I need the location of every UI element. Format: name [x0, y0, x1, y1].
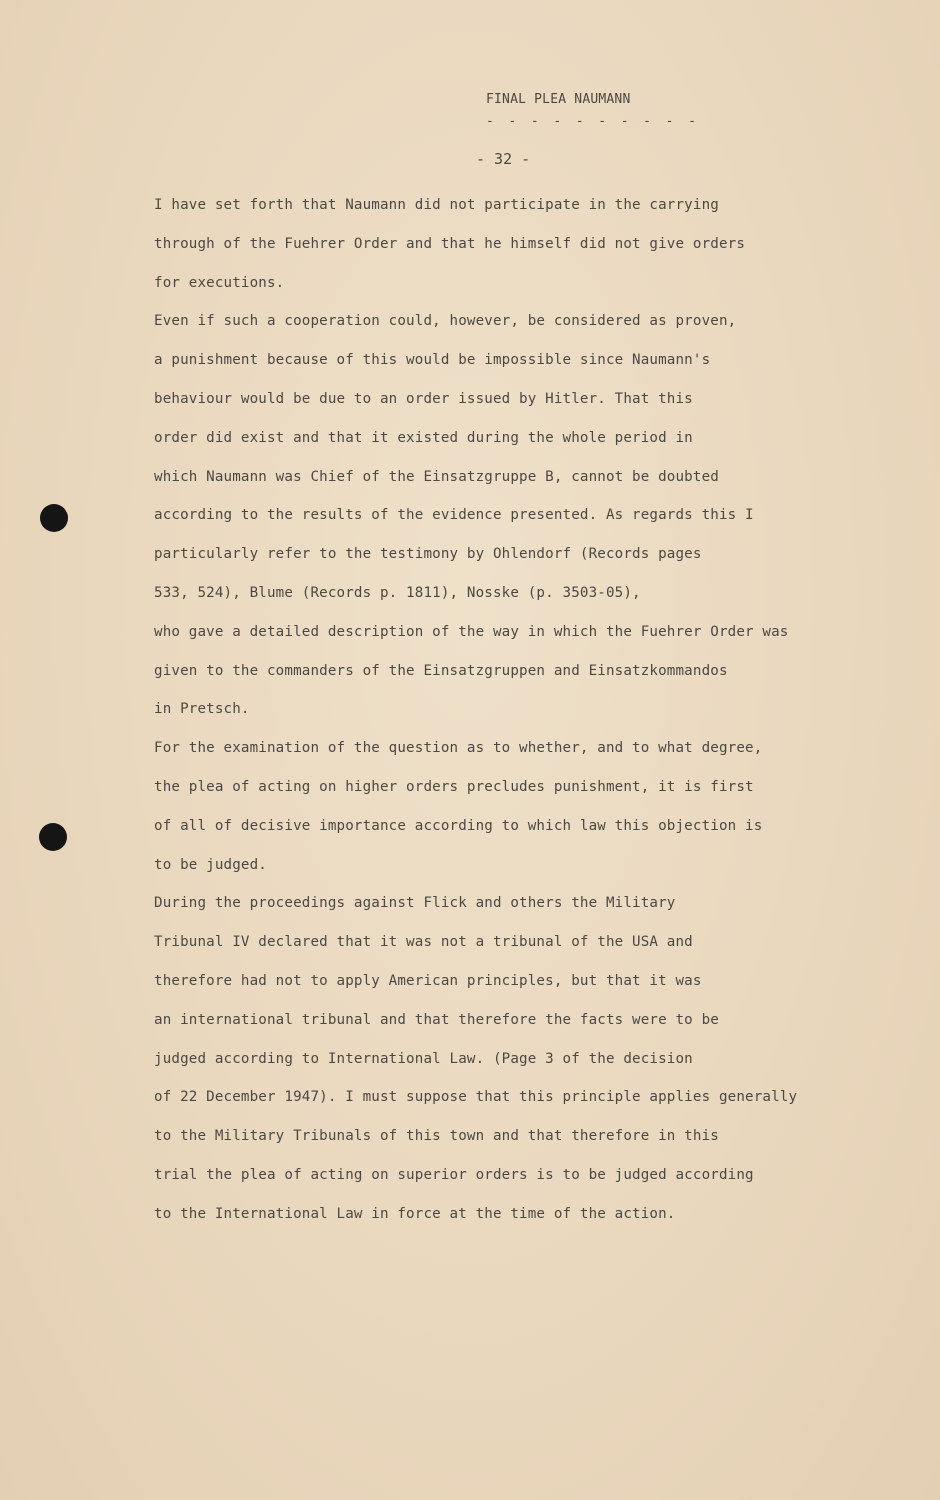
page-number: - 32 - — [476, 150, 531, 168]
text-line: to be judged. — [154, 856, 267, 873]
text-line: I have set forth that Naumann did not participate in the carrying — [154, 197, 719, 213]
text-line: Even if such a cooperation could, however, be considered as proven, — [154, 313, 737, 330]
punch-hole-top — [40, 504, 68, 532]
text-line: particularly refer to the testimony by Ohlendorf (Records pages — [154, 546, 702, 563]
text-line: through of the Fuehrer Order and that he himself did not give orders — [154, 235, 746, 252]
text-line: which Naumann was Chief of the Einsatzgruppe B, cannot be doubted — [154, 468, 719, 485]
text-line: therefore had not to apply American principles, but that it was — [154, 972, 702, 989]
text-line: of all of decisive importance according to which law this objection is — [154, 817, 763, 834]
text-line: trial the plea of acting on superior orders is to be judged according — [154, 1166, 754, 1183]
text-line: Tribunal IV declared that it was not a tribunal of the USA and — [154, 934, 693, 951]
text-line: who gave a detailed description of the way in which the Fuehrer Order was — [154, 623, 789, 640]
body-text — [154, 186, 884, 1234]
punch-hole-bottom — [39, 823, 67, 851]
text-line: a punishment because of this would be impossible since Naumann's — [154, 352, 711, 369]
text-line: for executions. — [154, 274, 285, 291]
text-line: For the examination of the question as to whether, and to what degree, — [154, 740, 763, 757]
text-line: given to the commanders of the Einsatzgruppen and Einsatzkommandos — [154, 662, 728, 679]
text-line: 533, 524), Blume (Records p. 1811), Nosske (p. 3503-05), — [154, 584, 641, 601]
text-line: behaviour would be due to an order issued by Hitler. That this — [154, 390, 693, 407]
text-line: according to the results of the evidence presented. As regards this I — [154, 507, 754, 524]
text-line: judged according to International Law. (Page 3 of the decision — [154, 1050, 693, 1067]
text-line: in Pretsch. — [154, 701, 250, 718]
text-line: to the International Law in force at the time of the action. — [154, 1205, 676, 1222]
text-line: the plea of acting on higher orders precludes punishment, it is first — [154, 778, 754, 795]
document-title: FINAL PLEA NAUMANN — [486, 92, 631, 107]
text-line: order did exist and that it existed during the whole period in — [154, 429, 693, 446]
text-line: of 22 December 1947). I must suppose that this principle applies generally — [154, 1089, 798, 1106]
title-underline-rule: - - - - - - - - - - — [486, 114, 700, 129]
text-line: an international tribunal and that therefore the facts were to be — [154, 1011, 719, 1028]
text-line: to the Military Tribunals of this town and that therefore in this — [154, 1128, 719, 1145]
text-line: During the proceedings against Flick and others the Military — [154, 895, 676, 912]
